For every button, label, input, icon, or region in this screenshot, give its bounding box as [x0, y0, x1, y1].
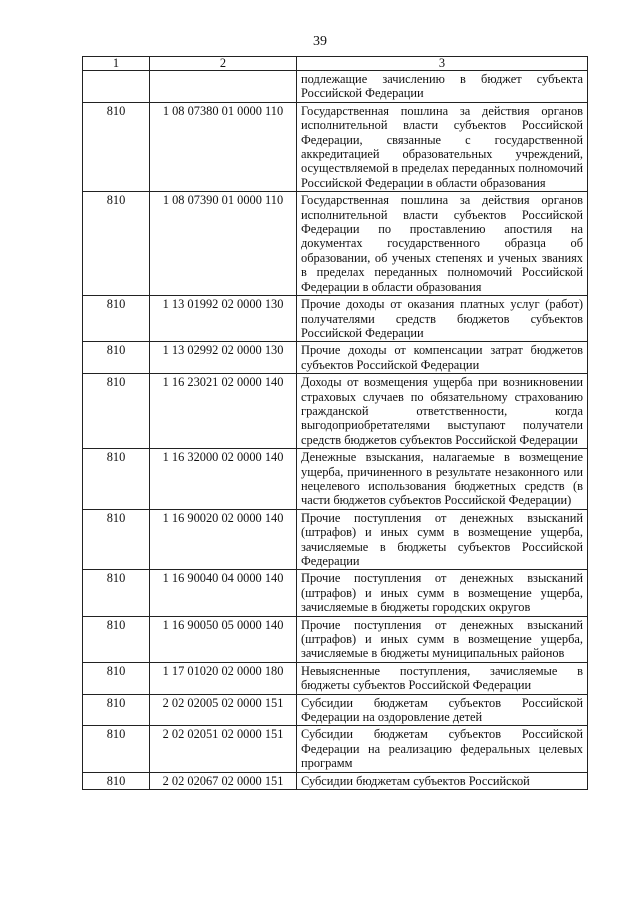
revenue-codes-table	[82, 56, 588, 790]
table-row	[83, 772, 588, 789]
budget-code-cell: 2 02 02005 02 0000 151	[150, 694, 297, 726]
budget-code-cell: 1 13 01992 02 0000 130	[150, 296, 297, 342]
description-cell: Субсидии бюджетам субъектов Российской	[297, 772, 588, 789]
description-cell: Прочие поступления от денежных взысканий (штрафов) и иных сумм в возмещение ущерба, зачисляемые в бюджеты субъектов Российской Федерации	[297, 509, 588, 570]
admin-code-cell: 810	[83, 296, 150, 342]
budget-code-cell: 2 02 02051 02 0000 151	[150, 726, 297, 772]
table-row	[83, 726, 588, 772]
budget-code-cell: 1 16 23021 02 0000 140	[150, 374, 297, 449]
admin-code-cell: 810	[83, 616, 150, 662]
admin-code-cell: 810	[83, 772, 150, 789]
budget-code-cell: 1 16 32000 02 0000 140	[150, 449, 297, 510]
table-row	[83, 342, 588, 374]
continuation-code-cell	[150, 71, 297, 103]
admin-code-cell: 810	[83, 694, 150, 726]
admin-code-cell: 810	[83, 374, 150, 449]
admin-code-cell: 810	[83, 342, 150, 374]
continuation-description-cell: подлежащие зачислению в бюджет субъекта Российской Федерации	[297, 71, 588, 103]
description-cell: Субсидии бюджетам субъектов Российской Федерации на реализацию федеральных целевых программ	[297, 726, 588, 772]
admin-code-cell: 810	[83, 102, 150, 191]
budget-code-cell: 1 16 90050 05 0000 140	[150, 616, 297, 662]
column-header-code: 2	[150, 57, 297, 71]
continuation-admin-cell	[83, 71, 150, 103]
page-number: 39	[313, 34, 327, 49]
budget-code-cell: 1 16 90040 04 0000 140	[150, 570, 297, 616]
admin-code-cell: 810	[83, 726, 150, 772]
budget-code-cell: 1 08 07380 01 0000 110	[150, 102, 297, 191]
budget-code-cell: 2 02 02067 02 0000 151	[150, 772, 297, 789]
description-cell: Прочие доходы от компенсации затрат бюджетов субъектов Российской Федерации	[297, 342, 588, 374]
description-cell: Прочие доходы от оказания платных услуг (работ) получателями средств бюджетов субъектов Российской Федерации	[297, 296, 588, 342]
budget-code-cell: 1 13 02992 02 0000 130	[150, 342, 297, 374]
column-header-description: 3	[297, 57, 588, 71]
table-row	[83, 694, 588, 726]
table-row	[83, 570, 588, 616]
description-cell: Доходы от возмещения ущерба при возникновении страховых случаев по обязательному страхованию гражданской ответственности, когда выгодоприобретателями выступают получатели средств бюджетов субъектов Российской Федерации	[297, 374, 588, 449]
description-cell: Невыясненные поступления, зачисляемые в бюджеты субъектов Российской Федерации	[297, 662, 588, 694]
column-header-admin: 1	[83, 57, 150, 71]
table-header-row	[83, 57, 588, 71]
admin-code-cell: 810	[83, 449, 150, 510]
table-row	[83, 449, 588, 510]
continuation-row	[83, 71, 588, 103]
budget-code-cell: 1 17 01020 02 0000 180	[150, 662, 297, 694]
description-cell: Прочие поступления от денежных взысканий (штрафов) и иных сумм в возмещение ущерба, зачисляемые в бюджеты муниципальных районов	[297, 616, 588, 662]
description-cell: Субсидии бюджетам субъектов Российской Федерации на оздоровление детей	[297, 694, 588, 726]
table-row	[83, 509, 588, 570]
table-row	[83, 102, 588, 191]
admin-code-cell: 810	[83, 570, 150, 616]
description-cell: Прочие поступления от денежных взысканий (штрафов) и иных сумм в возмещение ущерба, зачисляемые в бюджеты городских округов	[297, 570, 588, 616]
table-row	[83, 296, 588, 342]
table-row	[83, 192, 588, 296]
budget-code-cell: 1 16 90020 02 0000 140	[150, 509, 297, 570]
budget-code-cell: 1 08 07390 01 0000 110	[150, 192, 297, 296]
admin-code-cell: 810	[83, 192, 150, 296]
table-row	[83, 616, 588, 662]
table-row	[83, 374, 588, 449]
description-cell: Денежные взыскания, налагаемые в возмещение ущерба, причиненного в результате незаконного или нецелевого использования бюджетных средств (в части бюджетов субъектов Российской Федерации)	[297, 449, 588, 510]
description-cell: Государственная пошлина за действия органов исполнительной власти субъектов Российской Федерации по проставлению апостиля на документах государственного образца об образовании, об ученых степенях и ученых званиях в пределах переданных полномочий Российской Федерации в области образования	[297, 192, 588, 296]
table-row	[83, 662, 588, 694]
admin-code-cell: 810	[83, 662, 150, 694]
description-cell: Государственная пошлина за действия органов исполнительной власти субъектов Российской Федерации, связанные с государственной аккредитацией образовательных учреждений, осуществляемой в пределах переданных полномочий Российской Федерации в области образования	[297, 102, 588, 191]
admin-code-cell: 810	[83, 509, 150, 570]
